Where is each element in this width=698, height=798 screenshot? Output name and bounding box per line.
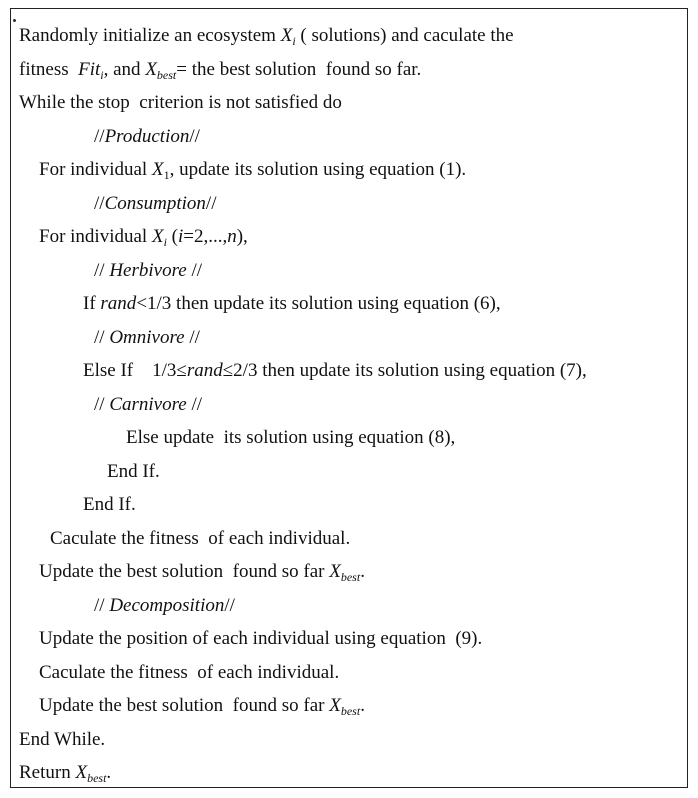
algorithm-line: //Production//: [94, 126, 200, 147]
algorithm-box: [10, 8, 688, 788]
algorithm-line: While the stop criterion is not satisfied do: [19, 92, 342, 113]
bullet-dot: [13, 19, 16, 22]
algorithm-line: Update the best solution found so far $X_{best}$.: [39, 695, 365, 718]
algorithm-line: Update the best solution found so far $X_{best}$.: [39, 561, 365, 584]
algorithm-line: // Herbivore //: [94, 260, 203, 281]
algorithm-line: // Carnivore //: [94, 394, 203, 415]
algorithm-line: End If.: [107, 461, 160, 482]
algorithm-line: //Consumption//: [94, 193, 217, 214]
algorithm-line: Else If 1/3≤rand≤2/3 then update its solution using equation (7),: [83, 360, 587, 381]
algorithm-line: Update the position of each individual using equation (9).: [39, 628, 483, 649]
algorithm-line: End If.: [83, 494, 136, 515]
algorithm-line: Return $X_{best}$.: [19, 762, 112, 785]
algorithm-line: Else update its solution using equation (8),: [126, 427, 456, 448]
algorithm-line: If rand<1/3 then update its solution using equation (6),: [83, 293, 501, 314]
algorithm-line: For individual $X_1$, update its solution using equation (1).: [39, 159, 467, 182]
algorithm-line: Caculate the fitness of each individual.: [39, 662, 340, 683]
algorithm-line: End While.: [19, 729, 106, 750]
algorithm-line: // Omnivore //: [94, 327, 200, 348]
algorithm-line: Randomly initialize an ecosystem $X_i$ ( solutions) and caculate the: [19, 25, 514, 48]
algorithm-line: fitness Fit$_i$, and $X_{best}=$ the best solution found so far.: [19, 59, 422, 82]
algorithm-line: // Decomposition//: [94, 595, 235, 616]
algorithm-line: For individual $X_i$ (i=2,...,n),: [39, 226, 248, 249]
algorithm-line: Caculate the fitness of each individual.: [50, 528, 351, 549]
